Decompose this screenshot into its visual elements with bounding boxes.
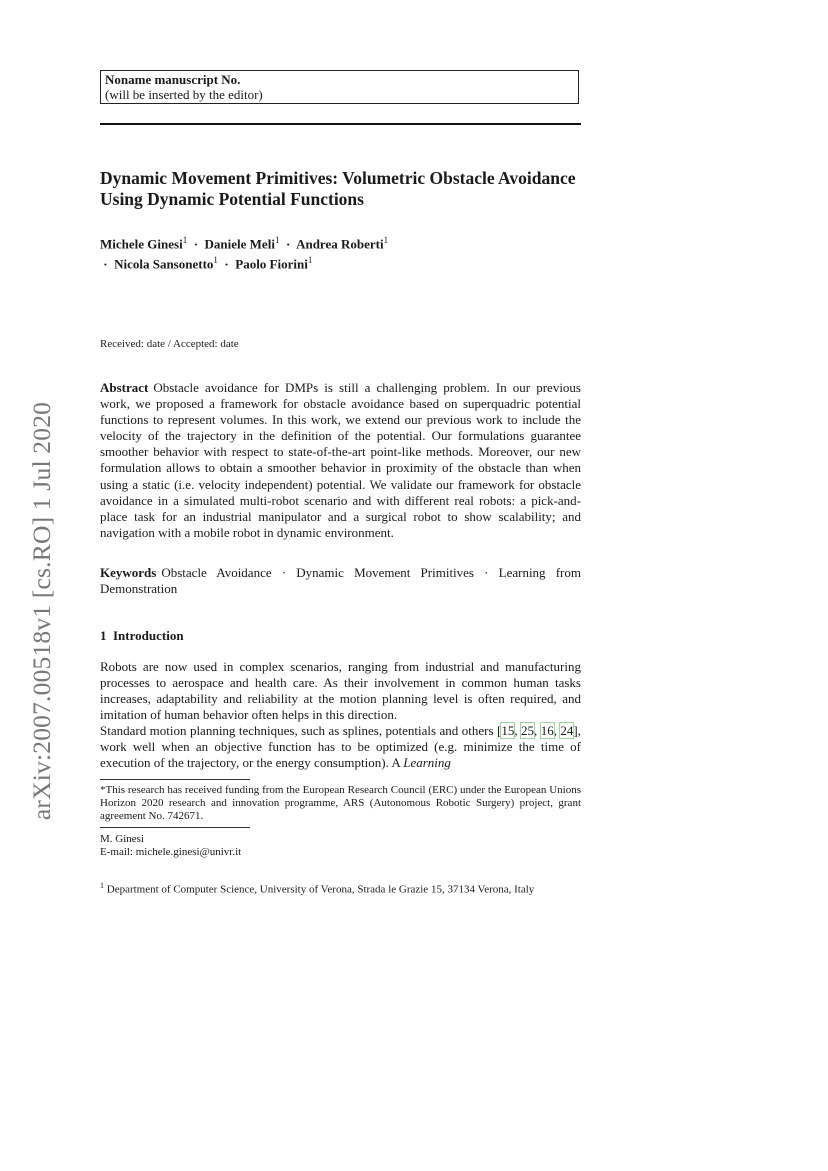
intro-paragraph-2-italic: Learning xyxy=(403,755,451,771)
intro-paragraph-2-mid: ], work well when an objective function has to be optimized (e.g. minimize the time of execution of the trajectory, or the energy consumption). A xyxy=(100,723,582,771)
citation-link[interactable]: 25 xyxy=(521,723,535,738)
keywords-text: Obstacle Avoidance · Dynamic Movement Primitives · Learning from Demonstration xyxy=(100,565,581,597)
keywords-label: Keywords xyxy=(100,565,157,580)
arxiv-identifier-text: arXiv:2007.00518v1 [cs.RO] 1 Jul 2020 xyxy=(27,401,57,821)
author-name: Nicola Sansonetto xyxy=(114,256,214,272)
contact-email: E-mail: michele.ginesi@univr.it xyxy=(100,846,242,859)
citation-link[interactable]: 16 xyxy=(540,723,554,738)
funding-footnote: *This research has received funding from the European Research Council (ERC) under the European Unions Horizon 2020 research and innovation programme, ARS (Autonomous Robotic Surgery) project, grant agreement No. 742671. xyxy=(100,784,581,823)
author-separator: · xyxy=(285,236,291,252)
manuscript-number-box xyxy=(100,70,579,104)
affiliation-text: Department of Computer Science, University of Verona, Strada le Grazie 15, 37134 Verona, Italy xyxy=(106,883,535,896)
author-name: Michele Ginesi xyxy=(100,236,183,252)
keywords xyxy=(100,565,581,597)
header-rule xyxy=(100,123,581,125)
author-affiliation-mark: 1 xyxy=(307,255,313,266)
intro-paragraph-2: Standard motion planning techniques, such as splines, potentials and others [15, 25, 16, 24], work well when an objective function has to be optimized (e.g. minimize the time of execution of the trajectory, or the energy consumption). A Learning xyxy=(100,723,582,771)
section-number: 1 xyxy=(100,628,107,643)
author-affiliation-mark: 1 xyxy=(213,255,218,266)
author-affiliation-mark: 1 xyxy=(383,235,389,245)
citation-link[interactable]: 15 xyxy=(501,723,515,738)
abstract xyxy=(100,380,581,541)
author-separator: · xyxy=(224,256,229,272)
contact-name: M. Ginesi xyxy=(100,833,144,845)
footnote-rule xyxy=(100,779,250,780)
intro-paragraph-2-start: Standard motion planning techniques, such as splines, potentials and others [ xyxy=(100,723,502,738)
author-affiliation-mark: 1 xyxy=(182,235,188,245)
author-name: Daniele Meli xyxy=(204,236,275,252)
manuscript-editor-note: (will be inserted by the editor) xyxy=(105,87,263,102)
author-list xyxy=(100,232,390,273)
footnote-rule xyxy=(100,827,250,828)
manuscript-number-label: Noname manuscript No. xyxy=(105,72,241,87)
section-title: Introduction xyxy=(113,628,184,643)
abstract-label: Abstract xyxy=(100,380,149,395)
author-separator: · xyxy=(193,236,199,252)
author-name: Andrea Roberti xyxy=(296,236,384,252)
received-accepted-dates: Received: date / Accepted: date xyxy=(100,338,239,350)
section-heading xyxy=(100,628,581,644)
affiliation-note xyxy=(100,879,581,897)
arxiv-identifier-stamp xyxy=(18,378,66,844)
corresponding-author xyxy=(100,833,581,859)
intro-paragraph-1: Robots are now used in complex scenarios, ranging from industrial and manufacturing processes to aerospace and health care. As their involvement in common human tasks increases, adaptability and reliability at the motion planning level is often required, and imitation of human behavior often helps in this direction. xyxy=(100,659,581,723)
author-separator: · xyxy=(103,256,108,272)
affiliation-mark: 1 xyxy=(100,881,104,890)
citation-link[interactable]: 24 xyxy=(560,723,574,738)
paper-title: Dynamic Movement Primitives: Volumetric Obstacle Avoidance Using Dynamic Potential Functions xyxy=(100,168,576,209)
abstract-text: Obstacle avoidance for DMPs is still a challenging problem. In our previous work, we proposed a framework for obstacle avoidance based on superquadric potential functions to represent volumes. In this work, we extend our previous work to include the velocity of the trajectory in the definition of the potential. Our formulations guarantee smoother behavior with respect to state-of-the-art point-like methods. Moreover, our new formulation allows to obtain a smoother behavior in proximity of the obstacle than when using a static (i.e. velocity independent) potential. We validate our framework for obstacle avoidance in a simulated multi-robot scenario and with different real robots: a pick-and-place task for an industrial manipulator and a surgical robot to show scalability; and navigation with a mobile robot in dynamic environment. xyxy=(100,380,581,540)
author-affiliation-mark: 1 xyxy=(274,235,280,245)
author-name: Paolo Fiorini xyxy=(235,256,308,272)
